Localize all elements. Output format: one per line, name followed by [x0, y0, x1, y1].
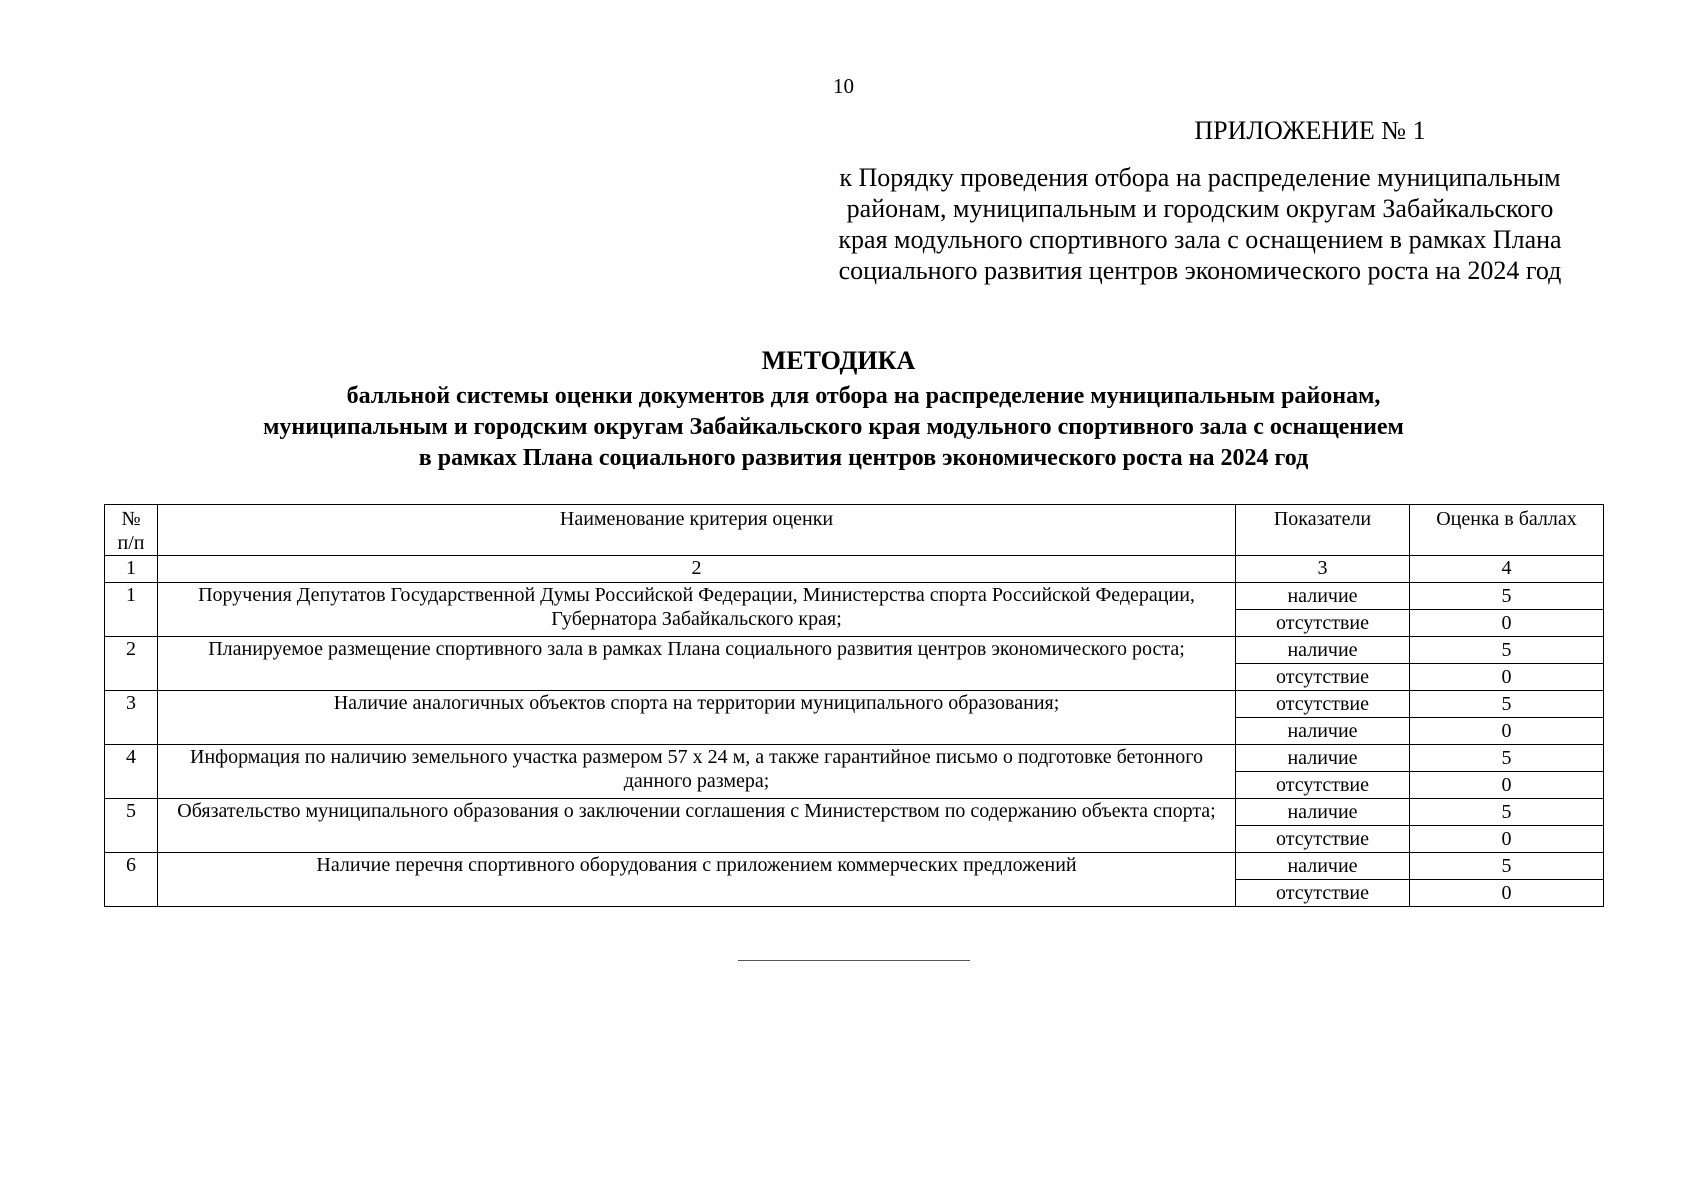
appendix-description-line: районам, муниципальным и городским округам Забайкальского [846, 194, 1554, 223]
indicator-cell: отсутствие [1236, 826, 1410, 853]
criterion-name: Информация по наличию земельного участка размером 57 х 24 м, а также гарантийное письмо о подготовке бетонного данного размера; [158, 745, 1236, 799]
score-cell: 0 [1410, 880, 1604, 907]
column-number: 3 [1236, 556, 1410, 583]
table-row [105, 691, 1604, 718]
criterion-number: 3 [105, 691, 158, 745]
criterion-number: 5 [105, 799, 158, 853]
score-cell: 5 [1410, 799, 1604, 826]
indicator-cell: отсутствие [1236, 691, 1410, 718]
document-subtitle [0, 381, 1697, 474]
criterion-name: Планируемое размещение спортивного зала в рамках Плана социального развития центров экономического роста; [158, 637, 1236, 691]
indicator-cell: отсутствие [1236, 772, 1410, 799]
criterion-name: Обязательство муниципального образования о заключении соглашения с Министерством по содержанию объекта спорта; [158, 799, 1236, 853]
appendix-label: ПРИЛОЖЕНИЕ № 1 [1194, 116, 1426, 145]
score-cell: 0 [1410, 664, 1604, 691]
subtitle-line: муниципальным и городским округам Забайкальского края модульного спортивного зала с оснащением [263, 414, 1404, 440]
score-cell: 5 [1410, 637, 1604, 664]
criterion-name: Поручения Депутатов Государственной Думы Российской Федерации, Министерства спорта Российской Федерации, Губернатора Забайкальского края; [158, 583, 1236, 637]
appendix-description-line: социального развития центров экономического роста на 2024 год [838, 256, 1562, 285]
score-cell: 5 [1410, 853, 1604, 880]
criterion-number: 4 [105, 745, 158, 799]
score-cell: 0 [1410, 718, 1604, 745]
document-title: МЕТОДИКА [761, 346, 916, 375]
criterion-number: 2 [105, 637, 158, 691]
indicator-cell: отсутствие [1236, 610, 1410, 637]
table-row [105, 745, 1604, 772]
indicator-cell: наличие [1236, 718, 1410, 745]
score-cell: 0 [1410, 610, 1604, 637]
score-cell: 0 [1410, 772, 1604, 799]
table-row [105, 637, 1604, 664]
column-number: 4 [1410, 556, 1604, 583]
indicator-cell: наличие [1236, 637, 1410, 664]
indicator-cell: наличие [1236, 853, 1410, 880]
column-numbers-row [105, 556, 1604, 583]
criterion-number: 6 [105, 853, 158, 907]
table-row [105, 799, 1604, 826]
indicator-cell: отсутствие [1236, 880, 1410, 907]
appendix-description-line: к Порядку проведения отбора на распределение муниципальным [839, 163, 1561, 192]
criterion-name: Наличие перечня спортивного оборудования с приложением коммерческих предложений [158, 853, 1236, 907]
criterion-name: Наличие аналогичных объектов спорта на территории муниципального образования; [158, 691, 1236, 745]
header-name: Наименование критерия оценки [158, 505, 1236, 556]
footer-divider [738, 960, 970, 961]
header-indicators: Показатели [1236, 505, 1410, 556]
table-header-row [105, 505, 1604, 556]
indicator-cell: отсутствие [1236, 664, 1410, 691]
score-cell: 5 [1410, 745, 1604, 772]
criterion-number: 1 [105, 583, 158, 637]
page-number: 10 [833, 74, 854, 98]
header-num: № п/п [105, 505, 158, 556]
appendix-description [770, 162, 1630, 286]
column-number: 1 [105, 556, 158, 583]
indicator-cell: наличие [1236, 583, 1410, 610]
appendix-description-line: края модульного спортивного зала с оснащением в рамках Плана [838, 225, 1562, 254]
table-row [105, 853, 1604, 880]
header-score: Оценка в баллах [1410, 505, 1604, 556]
column-number: 2 [158, 556, 1236, 583]
score-cell: 0 [1410, 826, 1604, 853]
score-cell: 5 [1410, 583, 1604, 610]
indicator-cell: наличие [1236, 799, 1410, 826]
subtitle-line: балльной системы оценки документов для отбора на распределение муниципальным районам, [346, 383, 1381, 409]
criteria-table [104, 504, 1604, 907]
subtitle-line: в рамках Плана социального развития центров экономического роста на 2024 год [418, 445, 1309, 471]
table-row [105, 583, 1604, 610]
indicator-cell: наличие [1236, 745, 1410, 772]
score-cell: 5 [1410, 691, 1604, 718]
